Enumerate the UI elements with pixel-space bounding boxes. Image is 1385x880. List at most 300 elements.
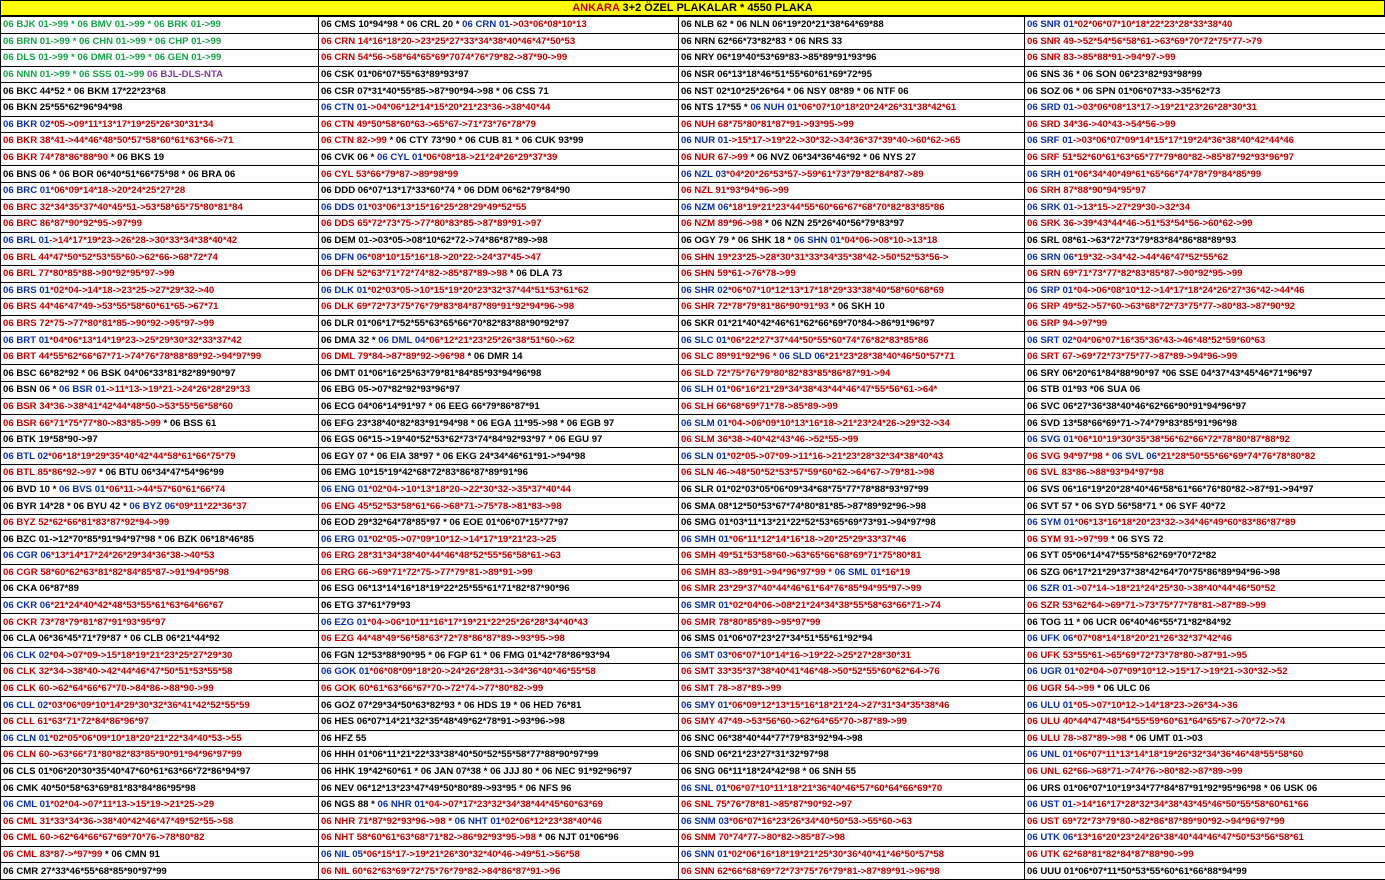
plate-segment: * 06 CMN 91 — [102, 849, 160, 860]
plate-segment: 06 SMH 49*51*53*58*60->63*65*66*68*69*71*75*80*81 — [681, 550, 921, 561]
plate-segment: 06 SRN 69*71*73*77*82*83*85*87->90*92*95->99 — [1027, 268, 1243, 279]
plate-segment: *02*06*16*18*19*21*25*30*36*40*41*46*50*57*58 — [728, 849, 944, 860]
plate-cell — [1025, 564, 1385, 581]
plate-cell — [1025, 863, 1385, 880]
plate-segment: * 06 SKH 10 — [829, 301, 885, 312]
plate-cell — [319, 813, 679, 830]
plate-segment: ->13*15->27*29*30->32*34 — [1074, 202, 1190, 213]
plate-segment: 06 ULU 01 — [1027, 700, 1073, 711]
plate-cell — [1025, 465, 1385, 482]
plate-cell — [1, 796, 319, 813]
plate-cell — [1, 66, 319, 83]
plate-cell — [319, 282, 679, 299]
plate-cell — [679, 730, 1025, 747]
plate-segment: 06 SNG 06*11*18*24*42*98 * 06 SNH 55 — [681, 766, 856, 777]
plate-cell — [319, 116, 679, 133]
table-row — [1, 83, 1385, 100]
plate-cell — [319, 199, 679, 216]
table-row — [1, 182, 1385, 199]
plate-segment: *06*07*10*12*13*17*18*29*33*38*40*58*60*68*69 — [728, 285, 944, 296]
plate-cell — [1025, 763, 1385, 780]
plate-cell — [319, 398, 679, 415]
plate-cell — [679, 249, 1025, 266]
plate-segment: *09*11*22*36*37 — [175, 501, 247, 512]
plate-segment: 06 SLH 66*68*69*71*78->85*89->99 — [681, 401, 838, 412]
plate-segment: 06 UTK 06 — [1027, 832, 1073, 843]
plate-segment: *04->06*09*10*13*16*18->21*23*24*26->29*32->34 — [728, 418, 950, 429]
plate-cell — [1, 365, 319, 382]
plate-cell — [1025, 548, 1385, 565]
plate-cell — [319, 465, 679, 482]
plate-cell — [1, 50, 319, 67]
plate-cell — [319, 232, 679, 249]
plate-cell — [319, 365, 679, 382]
plate-segment: *13*16*20*23*24*26*38*40*44*46*47*50*53*56*58*61 — [1073, 832, 1303, 843]
plate-cell — [1025, 365, 1385, 382]
plate-segment: 06 CLL 61*63*71*72*84*86*96*97 — [3, 716, 149, 727]
plate-segment: *06*07*10*14*16->19*22->25*27*28*30*31 — [728, 650, 911, 661]
plate-cell — [679, 830, 1025, 847]
plate-cell — [1, 548, 319, 565]
plate-segment: 06 SRP 94->97*99 — [1027, 318, 1107, 329]
table-row — [1, 713, 1385, 730]
plate-segment: 06 BJK 01->99 * 06 BMV 01->99 * 06 BRK 01->99 — [3, 19, 221, 30]
plate-cell — [319, 664, 679, 681]
plate-cell — [319, 697, 679, 714]
plate-segment: 06 UNL 62*66->68*71->74*76->80*82->87*89->99 — [1027, 766, 1243, 777]
plate-cell — [1025, 398, 1385, 415]
plate-segment: 06 SVL 06 — [1112, 451, 1157, 462]
plate-cell — [1, 83, 319, 100]
plate-segment: * 06 NZN 25*26*40*56*79*83*97 — [762, 218, 904, 229]
plate-cell — [1, 199, 319, 216]
table-row — [1, 116, 1385, 133]
plate-segment: 06 SHN 59*61->76*78->99 — [681, 268, 796, 279]
plate-segment: 06 DFN 06 — [321, 252, 367, 263]
plate-segment: 06 NIL 05 — [321, 849, 363, 860]
plate-segment: *02*04->07*11*13->15*19->21*25->29 — [50, 799, 214, 810]
plate-cell — [1025, 216, 1385, 233]
plate-cell — [1025, 282, 1385, 299]
plate-segment: 06 SRY 06*20*61*84*88*90*97 *06 SSE 04*37*43*45*46*71*96*97 — [1027, 368, 1312, 379]
plate-cell — [1, 299, 319, 316]
plate-cell — [679, 813, 1025, 830]
plate-cell — [319, 548, 679, 565]
plate-cell — [1025, 697, 1385, 714]
table-row — [1, 747, 1385, 764]
plate-cell — [1025, 796, 1385, 813]
table-row — [1, 465, 1385, 482]
plate-table-body — [1, 17, 1385, 880]
table-row — [1, 99, 1385, 116]
plate-cell — [319, 415, 679, 432]
plate-cell — [319, 680, 679, 697]
plate-cell — [319, 763, 679, 780]
plate-segment: * 06 BKS 19 — [108, 152, 164, 163]
plate-segment: 06 SNR 01 — [1027, 19, 1074, 30]
plate-segment: 06 SML 01 — [835, 567, 882, 578]
plate-segment: 06 EBG 05->07*82*92*93*96*97 — [321, 384, 460, 395]
plate-segment: 06 ERG 66->69*71*72*75->77*79*81->89*91->99 — [321, 567, 533, 578]
plate-segment: 06 HES 06*07*14*21*32*35*48*49*62*78*91->93*96->98 — [321, 716, 565, 727]
plate-segment: *13*14*17*24*26*29*34*36*38->40*53 — [51, 550, 215, 561]
plate-segment: 06 SNR 49->52*54*56*58*61->63*69*70*72*75*77->79 — [1027, 36, 1262, 47]
plate-segment: 06 UNL 01 — [1027, 749, 1073, 760]
plate-cell — [1025, 315, 1385, 332]
plate-segment: 06 UST 69*72*73*79*80->82*86*87*89*90*92->94*96*97*99 — [1027, 816, 1285, 827]
plate-segment: 06 SRH 01 — [1027, 169, 1074, 180]
plate-cell — [1025, 182, 1385, 199]
plate-segment: 06 DLK 69*72*73*75*76*79*83*84*87*89*91*92*94*96->98 — [321, 301, 574, 312]
plate-segment: 06 SNR 83->85*88*91->94*97->99 — [1027, 52, 1176, 63]
plate-segment: 06 DFN 52*63*71*72*74*82->85*87*89->98 — [321, 268, 507, 279]
plate-cell — [319, 133, 679, 150]
plate-segment: 06 EZG 01 — [321, 617, 367, 628]
plate-cell — [1, 149, 319, 166]
plate-cell — [319, 166, 679, 183]
plate-segment: 06 NZM 06 — [681, 202, 728, 213]
plate-cell — [1, 116, 319, 133]
plate-segment: ->14*16*17*28*32*34*38*43*45*46*50*55*58*60*61*66 — [1073, 799, 1309, 810]
plate-segment: 06 SNL 01 — [681, 783, 727, 794]
plate-segment: 06 SNM 70*74*77->80*82->85*87->98 — [681, 832, 845, 843]
plate-segment: 06 BYZ 06 — [129, 501, 175, 512]
plate-segment: 06 DEM 01->03*05->08*10*62*72->74*86*87*89->98 — [321, 235, 548, 246]
plate-segment: 06 CMS 10*94*98 * 06 CRL 20 * — [321, 19, 462, 30]
plate-segment: 06 DLK 01 — [321, 285, 367, 296]
plate-segment: 06 STB 01*93 *06 SUA 06 — [1027, 384, 1140, 395]
plate-cell — [1, 182, 319, 199]
plate-segment: 06 SMG 01*03*11*13*21*22*52*53*65*69*73*91->94*97*98 — [681, 517, 936, 528]
table-row — [1, 514, 1385, 531]
plate-segment: * 06 UMT 01->03 — [1127, 733, 1203, 744]
plate-segment: 06 CLN 01 — [3, 733, 49, 744]
plate-cell — [679, 630, 1025, 647]
plate-cell — [1025, 83, 1385, 100]
plate-cell — [1025, 514, 1385, 531]
plate-segment: 06 SZR 01 — [1027, 583, 1073, 594]
plate-segment: 06 HFZ 55 — [321, 733, 366, 744]
plate-cell — [1, 597, 319, 614]
plate-segment: 06 SMR 23*29*37*40*44*46*61*64*76*85*94*95*97->99 — [681, 583, 921, 594]
plate-cell — [1025, 415, 1385, 432]
plate-cell — [679, 365, 1025, 382]
plate-segment: * 06 NJT 01*06*96 — [536, 832, 619, 843]
table-row — [1, 166, 1385, 183]
plate-segment: 06 SRT 67->69*72*73*75*77->87*89->94*96->99 — [1027, 351, 1237, 362]
plate-segment: 06 EZG 44*48*49*56*58*63*72*78*86*87*89->93*95->98 — [321, 633, 565, 644]
plate-segment: ->14*17*19*23->26*28->30*33*34*38*40*42 — [49, 235, 237, 246]
plate-segment: 06 UGR 01 — [1027, 666, 1075, 677]
plate-cell — [1025, 382, 1385, 399]
table-row — [1, 730, 1385, 747]
plate-cell — [1, 664, 319, 681]
plate-segment: 06 BRC 86*87*90*92*95->97*99 — [3, 218, 142, 229]
plate-cell — [319, 863, 679, 880]
plate-segment: 06 CTN 49*50*58*60*63->65*67->71*73*76*78*79 — [321, 119, 536, 130]
plate-segment: *06*08*09*18*20->24*26*28*31->34*36*40*46*55*58 — [370, 666, 596, 677]
plate-cell — [1, 830, 319, 847]
plate-cell — [679, 133, 1025, 150]
plate-segment: 06 SMH 83->89*91->94*96*97*99 * — [681, 567, 835, 578]
table-row — [1, 548, 1385, 565]
plate-cell — [679, 531, 1025, 548]
plate-segment: ->07*14->18*21*24*25*30->38*40*44*46*50*52 — [1073, 583, 1275, 594]
plate-cell — [679, 332, 1025, 349]
plate-segment: 06 URS 01*06*07*10*19*34*77*84*87*91*92*95*96*98 * 06 USK 06 — [1027, 783, 1317, 794]
plate-segment: *06*08*18->21*24*26*29*37*39 — [423, 152, 558, 163]
plate-cell — [679, 465, 1025, 482]
plate-cell — [679, 182, 1025, 199]
plate-segment: 06 SNL 75*76*78*81->85*87*90*92->97 — [681, 799, 852, 810]
plate-segment: 06 NHR 01 — [378, 799, 425, 810]
plate-cell — [319, 614, 679, 631]
plate-segment: 06 CVK 06 * — [321, 152, 377, 163]
plate-cell — [319, 564, 679, 581]
plate-cell — [1, 581, 319, 598]
plate-cell — [679, 514, 1025, 531]
plate-cell — [319, 730, 679, 747]
plate-cell — [1, 431, 319, 448]
plate-cell — [679, 597, 1025, 614]
plate-segment: 06 NUR 01 — [681, 135, 728, 146]
plate-segment: 06 SRF 01 — [1027, 135, 1073, 146]
plate-segment: 06 CML 01 — [3, 799, 50, 810]
plate-segment: 06 CSR 07*31*40*55*85->87*90*94->98 * 06 CSS 71 — [321, 86, 549, 97]
plate-segment: 06 UUU 01*06*07*11*50*53*55*60*61*66*88*94*99 — [1027, 866, 1247, 877]
plate-segment: *02*05->07*09->11*16->21*23*28*32*34*38*40*43 — [727, 451, 943, 462]
plate-segment: * 06 DMR 14 — [465, 351, 523, 362]
plate-segment: 06 DLS 01->99 * 06 DMR 01->99 * 06 GEN 01->99 — [3, 52, 221, 63]
table-row — [1, 66, 1385, 83]
table-row — [1, 697, 1385, 714]
plate-segment: 06 SRH 87*88*90*94*95*97 — [1027, 185, 1146, 196]
plate-cell — [1, 713, 319, 730]
plate-segment: 06 SLN 46->48*50*52*53*57*59*60*62->64*67->79*81->98 — [681, 467, 934, 478]
plate-cell — [1025, 116, 1385, 133]
plate-segment: 06 CLA 06*36*45*71*79*87 * 06 CLB 06*21*44*92 — [3, 633, 220, 644]
table-row — [1, 17, 1385, 34]
plate-cell — [1025, 332, 1385, 349]
plate-segment: 06 NHT 58*60*61*63*68*71*82->86*92*93*95->98 — [321, 832, 536, 843]
plate-cell — [679, 149, 1025, 166]
plate-cell — [1, 216, 319, 233]
plate-segment: 06 DMT 01*06*16*25*63*79*81*84*85*93*94*96*98 — [321, 368, 541, 379]
plate-segment: *19*32->34*42->44*46*47*52*55*62 — [1074, 252, 1228, 263]
plate-segment: 06 DDS 65*72*73*75->77*80*83*85->87*89*91->97 — [321, 218, 542, 229]
plate-cell — [319, 647, 679, 664]
plate-cell — [319, 332, 679, 349]
plate-cell — [1, 265, 319, 282]
plate-cell — [1025, 830, 1385, 847]
plate-cell — [1025, 747, 1385, 764]
plate-segment: *21*28*50*55*66*69*74*76*78*80*82 — [1157, 451, 1315, 462]
plate-segment: ->15*17->19*22->30*32->34*36*37*39*40->60*62->65 — [728, 135, 960, 146]
plate-segment: 06 EGY 07 * 06 EIA 38*97 * 06 EKG 24*34*46*61*91->*94*98 — [321, 451, 585, 462]
plate-segment: 06 UFK 53*55*61->65*69*72*73*78*80->87*91->95 — [1027, 650, 1247, 661]
table-row — [1, 780, 1385, 797]
plate-segment: 06 SOZ 06 * 06 SPN 01*06*07*33->35*62*73 — [1027, 86, 1220, 97]
plate-cell — [679, 481, 1025, 498]
plate-segment: 06 DLR 01*06*17*52*55*63*65*66*70*82*83*88*90*92*97 — [321, 318, 569, 329]
plate-segment: 06 NZL 03 — [681, 169, 726, 180]
plate-cell — [1, 780, 319, 797]
plate-cell — [1, 315, 319, 332]
plate-segment: 06 SHR 72*78*79*81*86*90*91*93 — [681, 301, 829, 312]
plate-segment: 06 BTL 02 — [3, 451, 48, 462]
plate-cell — [319, 315, 679, 332]
plate-segment: 06 GOZ 07*29*34*50*63*82*93 * 06 HDS 19 * 06 HED 76*81 — [321, 700, 581, 711]
plate-cell — [1025, 50, 1385, 67]
plate-segment: 06 NHT 01 — [455, 816, 501, 827]
plate-cell — [319, 796, 679, 813]
plate-cell — [319, 431, 679, 448]
plate-cell — [1025, 630, 1385, 647]
table-row — [1, 216, 1385, 233]
plate-segment: 06 ENG 45*52*53*58*61*66->68*71->75*78->81*83->98 — [321, 501, 562, 512]
plate-segment: *03*06*09*10*14*29*30*32*36*41*42*52*55*59 — [48, 700, 250, 711]
plate-segment: 06 CYL 53*66*79*87->89*98*99 — [321, 169, 458, 180]
table-row — [1, 33, 1385, 50]
plate-segment: 06 NIL 60*62*63*69*72*75*76*79*82->84*86*87*91->96 — [321, 866, 560, 877]
plate-cell — [1, 382, 319, 399]
plate-cell — [679, 647, 1025, 664]
plate-cell — [1, 33, 319, 50]
plate-segment: 06 BNS 06 * 06 BOR 06*40*51*66*75*98 * 06 BRA 06 — [3, 169, 235, 180]
table-row — [1, 664, 1385, 681]
plate-segment: 06 SVL 83*86->88*93*94*97*98 — [1027, 467, 1164, 478]
table-row — [1, 630, 1385, 647]
plate-segment: 06 SLD 06 — [779, 351, 825, 362]
plate-segment: 06 SNN 01 — [681, 849, 728, 860]
plate-segment: *02*04->14*18->23*25->27*29*32->40 — [50, 285, 214, 296]
plate-cell — [679, 17, 1025, 34]
plate-segment: 06 SMA 08*12*50*53*67*74*80*81*85->87*89*92*96->98 — [681, 501, 926, 512]
plate-segment: 06 CGR 58*60*62*63*81*82*84*85*87->91*94*95*98 — [3, 567, 229, 578]
plate-segment: 06 HHH 01*06*11*21*22*33*38*40*50*52*55*58*77*88*90*97*99 — [321, 749, 598, 760]
plate-segment: *04->06*08*10*12->14*17*18*24*26*27*36*42->44*46 — [1073, 285, 1304, 296]
plate-cell — [1, 863, 319, 880]
plate-cell — [1025, 664, 1385, 681]
plate-segment: 06 CLK 02 — [3, 650, 49, 661]
plate-segment: 06 ENG 01 — [321, 484, 368, 495]
plate-cell — [679, 398, 1025, 415]
plate-segment: 06 SNC 06*38*40*44*77*79*83*92*94->98 — [681, 733, 863, 744]
plate-segment: 06 BYZ 52*62*66*81*83*87*92*94->99 — [3, 517, 169, 528]
plate-segment: 06 SVS 06*16*19*20*28*40*46*58*61*66*76*80*82->87*91->94*97 — [1027, 484, 1313, 495]
plate-segment: 06 SVD 13*58*66*69*71->74*79*83*85*91*96*98 — [1027, 418, 1237, 429]
plate-segment: 06 SRK 01 — [1027, 202, 1074, 213]
table-row — [1, 348, 1385, 365]
plate-cell — [319, 514, 679, 531]
plate-segment: 06 SMT 33*35*37*38*40*41*46*48->50*52*55*60*62*64->76 — [681, 666, 940, 677]
plate-segment: * 06 NVZ 06*34*36*46*92 * 06 NYS 27 — [748, 152, 916, 163]
plate-cell — [319, 713, 679, 730]
table-row — [1, 199, 1385, 216]
plate-segment: 06 DML 79*84->87*89*92->96*98 — [321, 351, 465, 362]
plate-segment: 06 NUH 01 — [750, 102, 797, 113]
plate-segment: 06 SNM 03 — [681, 816, 729, 827]
plate-segment: *08*10*15*16*18->20*22->24*37*45->47 — [367, 252, 541, 263]
plate-segment: 06 BRS 72*75->77*80*81*85->90*92->95*97->99 — [3, 318, 214, 329]
plate-segment: 06 SNS 36 * 06 SON 06*23*82*93*98*99 — [1027, 69, 1202, 80]
plate-segment: 06 SRN 06 — [1027, 252, 1074, 263]
plate-cell — [1025, 597, 1385, 614]
plate-segment: *06*07*10*18*20*24*26*31*38*42*61 — [798, 102, 956, 113]
plate-cell — [1, 564, 319, 581]
table-row — [1, 332, 1385, 349]
plate-segment: *06*11->44*57*60*61*66*74 — [105, 484, 225, 495]
plate-segment: *06*16*21*29*34*38*43*44*46*47*55*56*61->64* — [727, 384, 937, 395]
plate-segment: 06 SMY 01 — [681, 700, 728, 711]
plate-cell — [679, 863, 1025, 880]
plate-cell — [1025, 166, 1385, 183]
plate-segment: 06 BRT 44*55*62*66*67*71->74*76*78*88*89*92->94*97*99 — [3, 351, 261, 362]
plate-segment: *02*06*07*10*18*22*23*28*33*38*40 — [1074, 19, 1232, 30]
plate-segment: 06 NUH 68*75*80*81*87*91->93*95->99 — [681, 119, 854, 130]
plate-segment: 06 EFG 23*38*40*82*83*91*94*98 * 06 EGA 11*95->98 * 06 EGB 97 — [321, 418, 614, 429]
plate-cell — [1025, 481, 1385, 498]
table-row — [1, 50, 1385, 67]
plate-segment: 06 SMT 03 — [681, 650, 728, 661]
table-row — [1, 315, 1385, 332]
plate-cell — [319, 66, 679, 83]
plate-cell — [679, 564, 1025, 581]
plate-cell — [1025, 713, 1385, 730]
plate-segment: 06 BRC 32*34*35*37*40*45*51->53*58*65*75*80*81*84 — [3, 202, 243, 213]
plate-cell — [319, 597, 679, 614]
plate-segment: *04*20*26*53*57->59*61*73*79*82*84*87->89 — [726, 169, 923, 180]
plate-cell — [679, 747, 1025, 764]
plate-cell — [679, 431, 1025, 448]
plate-segment: 06 FGN 12*53*88*90*95 * 06 FGP 61 * 06 FMG 01*42*78*86*93*94 — [321, 650, 610, 661]
plate-segment: ->04*06*12*14*15*20*21*23*36->38*40*44 — [367, 102, 550, 113]
plate-segment: *21*23*28*38*40*46*50*57*71 — [825, 351, 955, 362]
plate-segment: * 06 CTY 73*90 * 06 CUB 81 * 06 CUK 93*99 — [387, 135, 584, 146]
plate-segment: *02*04->07*09*10*12->15*17->19*21->30*32->52 — [1075, 666, 1288, 677]
table-row — [1, 813, 1385, 830]
plate-segment: *06*13*16*18*20*23*32->34*46*49*60*83*86*87*89 — [1074, 517, 1295, 528]
plate-cell — [679, 763, 1025, 780]
plate-cell — [319, 830, 679, 847]
plate-cell — [1, 99, 319, 116]
plate-cell — [1025, 99, 1385, 116]
plate-cell — [679, 66, 1025, 83]
table-row — [1, 448, 1385, 465]
plate-segment: 06 SLR 01*02*03*05*06*09*34*68*75*77*78*88*93*97*99 — [681, 484, 929, 495]
plate-segment: 06 ERG 28*31*34*38*40*44*46*48*52*55*56*58*61->63 — [321, 550, 561, 561]
plate-cell — [679, 780, 1025, 797]
table-row — [1, 796, 1385, 813]
plate-segment: ->03*06*08*13*17->19*21*23*26*28*30*31 — [1074, 102, 1257, 113]
plate-cell — [679, 99, 1025, 116]
plate-segment: *16*19 — [881, 567, 910, 578]
plate-segment: 06 CRN 01 — [462, 19, 509, 30]
plate-cell — [1025, 17, 1385, 34]
plate-segment: 06 BSR 66*71*75*77*80->83*85->99 — [3, 418, 161, 429]
plate-cell — [319, 581, 679, 598]
plate-cell — [1025, 133, 1385, 150]
plate-cell — [679, 548, 1025, 565]
plate-cell — [319, 249, 679, 266]
plate-cell — [1, 747, 319, 764]
plate-segment: 06 CLN 60->63*66*71*80*82*83*85*90*91*94*96*97*99 — [3, 749, 242, 760]
plate-cell — [1025, 581, 1385, 598]
plate-segment: 06 NEV 06*12*13*23*47*49*50*80*89->93*95 * 06 NFS 96 — [321, 783, 571, 794]
plate-segment: 06 NZL 91*93*94*96->99 — [681, 185, 789, 196]
plate-cell — [679, 713, 1025, 730]
plate-cell — [1025, 299, 1385, 316]
